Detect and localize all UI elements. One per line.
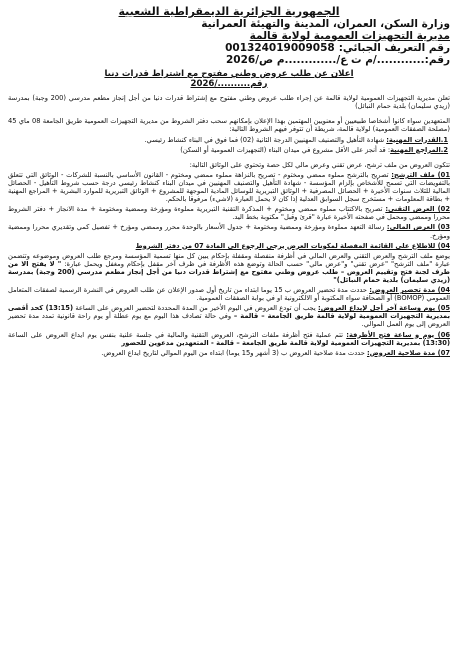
republic-title: الجمهورية الجزائرية الديمقراطية الشعبية — [118, 5, 340, 18]
section-candidacy-file — [8, 171, 450, 203]
eligibility-paragraph: المتعهدين سواء كانوا أشخاصا طبيعيين أو معنويين المهتمين بهذا الإعلان بإمكانهم سحب دفتر الشروط من مديرية التجهيزات العمومية طريق الجامعة 08 ماي 45 (مصلحة الصفقات العمومية) لولاية قالمة، شريطة أن تتوفر فيهم الشروط التالية: — [8, 117, 450, 134]
announcement-title — [8, 70, 450, 89]
section-1-label: 01) ملف الترشح: — [391, 170, 450, 179]
section-deposit-deadline — [8, 304, 450, 328]
section-8-text: تتم عملية فتح أظرفة ملفات الترشح، العروض التقنية والمالية في جلسة علنية بنفس يوم ايداع العروض على الساعة — [8, 330, 344, 339]
section-5-bold: " لا يفتح الا من طرف لجنة فتح وتقييم العروض – طلب عروض وطني مفتوح مع إشتراط قدرات دنيا من أجل إنجاز مطعم مدرسي (200 وجبة) بمدرسة (زيدي سليمان) بلدية حمام النبائل)" — [8, 259, 450, 284]
section-6-label: 04) مدة تحضير العروض: — [369, 286, 450, 295]
condition-1-text: شهادة التأهيل والتصنيف المهنيين الدرجة الثانية (02) فما فوق في البناء كنشاط رئيسي. — [144, 135, 385, 144]
offers-intro: تتكون العروض من ملف ترشح، عرض تقني وعرض مالي لكل حصة وتحتوي على الوثائق التالية: — [189, 160, 450, 169]
section-7-tail: وفي حالة تصادف هذا اليوم مع يوم عطلة أو يوم راحة قانونية تمدد مدة تحضير العروض إلى يوم العمل الموالي. — [8, 312, 450, 329]
fiscal-id-label: رقم التعريف الجبائي: — [338, 42, 450, 54]
section-preparation-period — [8, 286, 450, 302]
section-6-text: حددت مدة تحضير العروض ب 15 يوما ابتداء من تاريخ أول صدور الإعلان عن طلب العروض في النشرة الرسمية لصفقات المتعامل العمومي (BOMOP) أو الصحافة سواء المكتوبة أو الالكترونية او في بوابة الصفقات العمومية. — [8, 286, 450, 303]
section-3-label: 03) العرض المالي: — [386, 223, 450, 232]
ministry-name: وزارة السكن، العمران، المدينة والتهيئة العمرانية — [201, 18, 450, 30]
section-financial-offer — [8, 223, 450, 239]
section-opening-session — [8, 331, 450, 347]
section-9-text: حددت مدة صلاحية العروض ب (3 أشهر و15 يوما) ابتداء من اليوم الموالي لتاريخ ايداع العروض. — [101, 348, 365, 357]
section-details-reference — [8, 242, 450, 250]
section-3-text: رسالة التعهد مملوءة ومؤرخة وممضية ومختومة + جدول الأسعار بالوحدة محرر وممضي ومؤرخ + تفصيل كمي وتقديري محررا وممضية ومؤرخ. — [8, 223, 450, 240]
section-7-text: يجب أن تودع العروض في اليوم الأخير من المدة المحددة لتحضير العروض على الساعة — [75, 304, 316, 313]
directorate-name: مديرية التجهيزات العمومية لولاية قالمة — [249, 29, 450, 42]
announcement-number: رقم........../2026 — [190, 78, 268, 89]
section-2-label: 02) العرض التقني: — [385, 205, 450, 214]
section-8-label: 06) يوم و ساعة فتح الأظرفة: — [346, 330, 450, 339]
section-2-text: تصريح بالاكتتاب مملوء ممضي ومختوم + المذكرة التقنية التبريرية مملوءة ومؤرخة وممضية ومختومة + مدة الانجاز + دفتر الشروط محررا وممضي ومحمل في صفحته الأخيرة عبارة "قرئ وقبل" مكتوبة بخط اليد. — [8, 205, 450, 222]
fiscal-id-value: 001324019009058 — [225, 42, 335, 54]
section-8-bold: (13:30) بمديرية التجهيزات العمومية لولاية قالمة طريق الجامعة – قالمة - المتعهدين مدعوين للحضور — [121, 338, 450, 347]
section-technical-offer — [8, 205, 450, 221]
section-7-label: 05) يوم وساعة آخر أجل لإيداع العروض: — [318, 304, 450, 313]
section-validity-period — [8, 349, 450, 357]
condition-2-text: : قد أنجز على الأقل مشروع في ميدان البناء (التجهيزات العمومية أو السكن) — [180, 145, 391, 154]
condition-1-label: 1.القدرات المهنية: — [386, 135, 448, 144]
condition-2-label: 2.المراجع المهنية — [390, 145, 448, 154]
intro-paragraph: تعلن مديرية التجهيزات العمومية لولاية قالمة عن إجراء طلب عروض وطني مفتوح مع إشتراط قدرات دنيا من أجل إنجاز مطعم مدرسي (200 وجبة) بمدرسة (زيدي سليمان) بلدية حمام النبائل) — [8, 94, 451, 111]
section-5-text: يوضع ملف الترشح والعرض التقني والعرض المالي في أظرفة منفصلة ومقفلة بإحكام يبين كل منها تسمية المؤسسة ومرجع طلب العروض وموضوعه وتتضمن عبارة "ملف الترشح" "عرض تقني" و"عرض مالي" حسب الحالة وتوضع هذه الأظرفة في ظرف آخر مقفل بإحكام ومغفل ويحمل عبارة: — [8, 251, 450, 268]
section-7-bold: (13:15) كحد أقصى بمديرية التجهيزات العمومية لولاية قالمة طريق الجامعة – قالمة – — [8, 304, 450, 321]
section-envelopes — [8, 252, 450, 284]
section-9-label: 07) مدة صلاحية العروض: — [366, 348, 450, 357]
condition-professional-references — [8, 146, 450, 154]
reference-number: رقم:............/م ت ع/.............م ص/2026 — [225, 54, 450, 66]
condition-professional-capacity — [8, 136, 450, 144]
section-4-label: 04) للاطلاع على القائمة المفصلة لمكونات العرض يرجى الرجوع الى المادة 07 من دفتر الشروط — [135, 241, 450, 250]
announcement-heading: اعلان عن طلب عروض وطني مفتوح مع اشتراط قدرات دنيا — [104, 69, 354, 79]
section-1-text: تصريح بالترشح مملوء ممضي ومختوم - تصريح بالنزاهة مملوء ممضي ومختوم - القانون الأساسي بالنسبة للشركات - الوثائق التي تتعلق بالتفويضات التي تسمح للأشخاص بإلزام المؤسسة - شهادة التأهيل والتصنيف المهنيين في ميدان البناء كنشاط رئيسي درجة حسب شروط التأهيل - الحصائل المالية للثلاث سنوات الأخيرة + الحصائل المصرفية + الوثائق التبريرية للوسائل المادية الموجهة للمشروع + الوثائق التبريرية للموارد البشرية + المراجع المهنية + بطاقة المعلومات + مستخرج سجل السوابق العدلية إذا كان لا يحمل العبارة (لاشيء) مرفوقا بالحكم. — [8, 170, 450, 204]
fiscal-id-row — [8, 42, 450, 54]
